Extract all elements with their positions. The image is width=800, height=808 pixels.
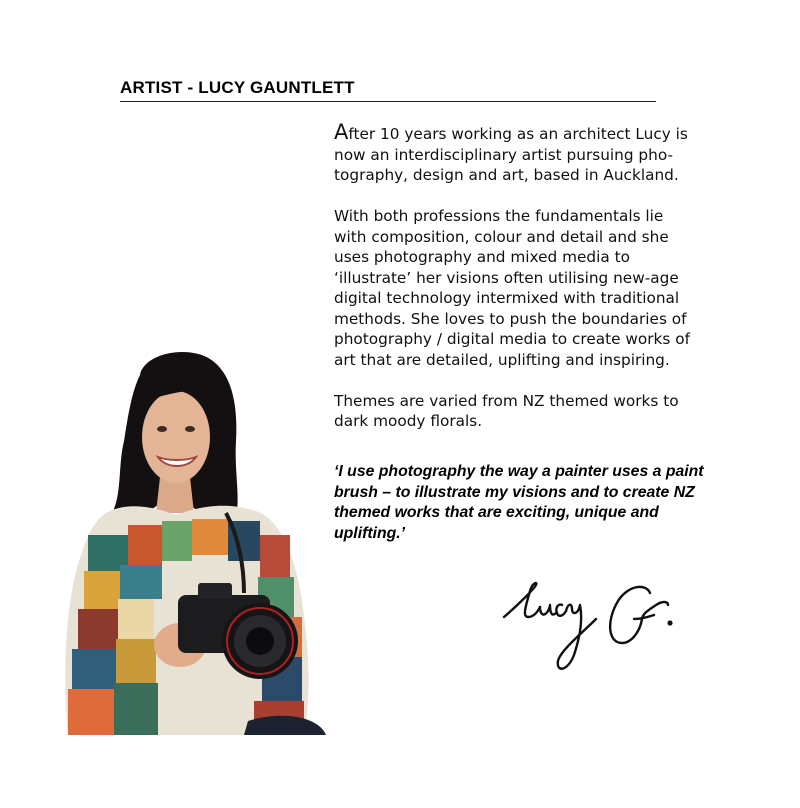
- bio-paragraph-1: [334, 122, 694, 186]
- artist-portrait: [48, 345, 330, 735]
- artist-signature: [500, 575, 680, 680]
- artist-quote: ‘I use photography the way a painter uses a paint brush – to illustrate my visions and to create NZ themed works that are exciting, unique and uplifting.’: [334, 463, 704, 542]
- face: [142, 391, 210, 483]
- bio-paragraph-2: With both professions the fundamentals lie with composition, colour and detail and she uses photography and mixed media to ‘illustrate’ her visions often utilising new-age digital technology intermixed with traditional methods. She loves to push the boundaries of photography / digital media to create works of art that are detailed, uplifting and inspiring.: [334, 207, 690, 369]
- drop-cap: A: [334, 120, 349, 144]
- artist-bio: [334, 122, 694, 452]
- bio-paragraph-3: Themes are varied from NZ themed works to dark moody florals.: [334, 391, 679, 430]
- bio-paragraph-1-text: fter 10 years working as an architect Lucy is now an interdisciplinary artist pursuing pho-tography, design and art, based in Auckland.: [334, 125, 688, 184]
- title-divider: [120, 101, 656, 102]
- page-title: ARTIST - LUCY GAUNTLETT: [120, 78, 355, 97]
